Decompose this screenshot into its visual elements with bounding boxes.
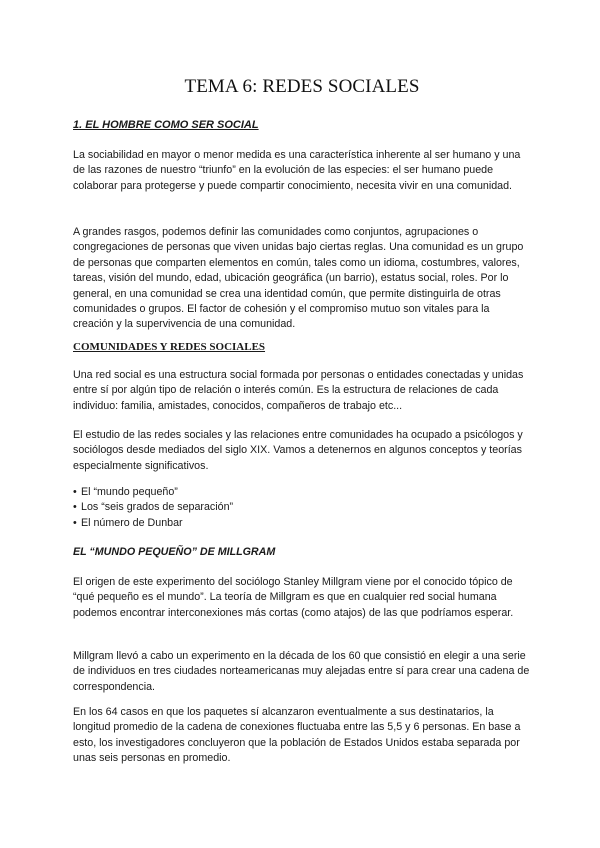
bullet-icon: • bbox=[73, 486, 77, 498]
list-item: • Los “seis grados de separación” bbox=[73, 500, 233, 515]
paragraph-comunidades-definicion: A grandes rasgos, podemos definir las comunidades como conjuntos, agrupaciones o congregaciones de personas que viven unidas bajo ciertas reglas. Una comunidad es un grupo de personas que comparten elementos en común, tales como un idioma, costumbres, valores, tareas, visión del mundo, edad, ubicación geográfica (un barrio), estatus social, roles. Por lo general, en una comunidad se crea una identidad común, que permite distinguirla de otras comunidades o grupos. El factor de cohesión y el compromiso mutuo son vitales para la creación y la supervivencia de una comunidad. bbox=[73, 226, 524, 331]
paragraph-64-casos: En los 64 casos en que los paquetes sí alcanzaron eventualmente a sus destinatarios, la longitud promedio de la cadena de conexiones fluctuaba entre las 5,5 y 6 personas. En base a esto, los investigadores concluyeron que la población de Estados Unidos estaba separada por unas seis personas en promedio. bbox=[73, 706, 521, 765]
paragraph-red-social: Una red social es una estructura social formada por personas o entidades conectadas y unidas entre sí por algún tipo de relación o interés común. Es la estructura de relaciones de cada individuo: familia, amistades, conocidos, compañeros de trabajo etc... bbox=[73, 369, 524, 412]
concepts-list bbox=[73, 485, 233, 531]
section-heading-hombre-social: 1. EL HOMBRE COMO SER SOCIAL bbox=[73, 119, 259, 131]
paragraph-experimento-60: Millgram llevó a cabo un experimento en la década de los 60 que consistió en elegir a una serie de individuos en tres ciudades norteamericanas muy alejadas entre sí para crear una cadena de correspondencia. bbox=[73, 650, 530, 693]
section-heading-mundo-pequeno: EL “MUNDO PEQUEÑO” DE MILLGRAM bbox=[73, 546, 276, 558]
list-item: • El número de Dunbar bbox=[73, 516, 233, 531]
paragraph-sociabilidad: La sociabilidad en mayor o menor medida es una característica inherente al ser humano y una de las razones de nuestro “triunfo” en la evolución de las especies: el ser humano puede colaborar para protegerse y puede compartir conocimiento, necesita vivir en una comunidad. bbox=[73, 149, 521, 192]
list-item: • El “mundo pequeño” bbox=[73, 485, 233, 500]
paragraph-origen-experimento: El origen de este experimento del sociólogo Stanley Millgram viene por el conocido tópico de “qué pequeño es el mundo”. La teoría de Millgram es que en cualquier red social humana podemos encontrar interconexiones más cortas (como atajos) de las que podríamos esperar. bbox=[73, 576, 514, 619]
paragraph-estudio-redes: El estudio de las redes sociales y las relaciones entre comunidades ha ocupado a psicólogos y sociólogos desde mediados del siglo XIX. Vamos a detenernos en algunos conceptos y teorías especialmente significativos. bbox=[73, 429, 523, 472]
page-title: TEMA 6: REDES SOCIALES bbox=[184, 76, 420, 97]
bullet-icon: • bbox=[73, 501, 77, 514]
section-heading-comunidades-redes: COMUNIDADES Y REDES SOCIALES bbox=[73, 341, 266, 353]
bullet-icon: • bbox=[73, 516, 77, 529]
